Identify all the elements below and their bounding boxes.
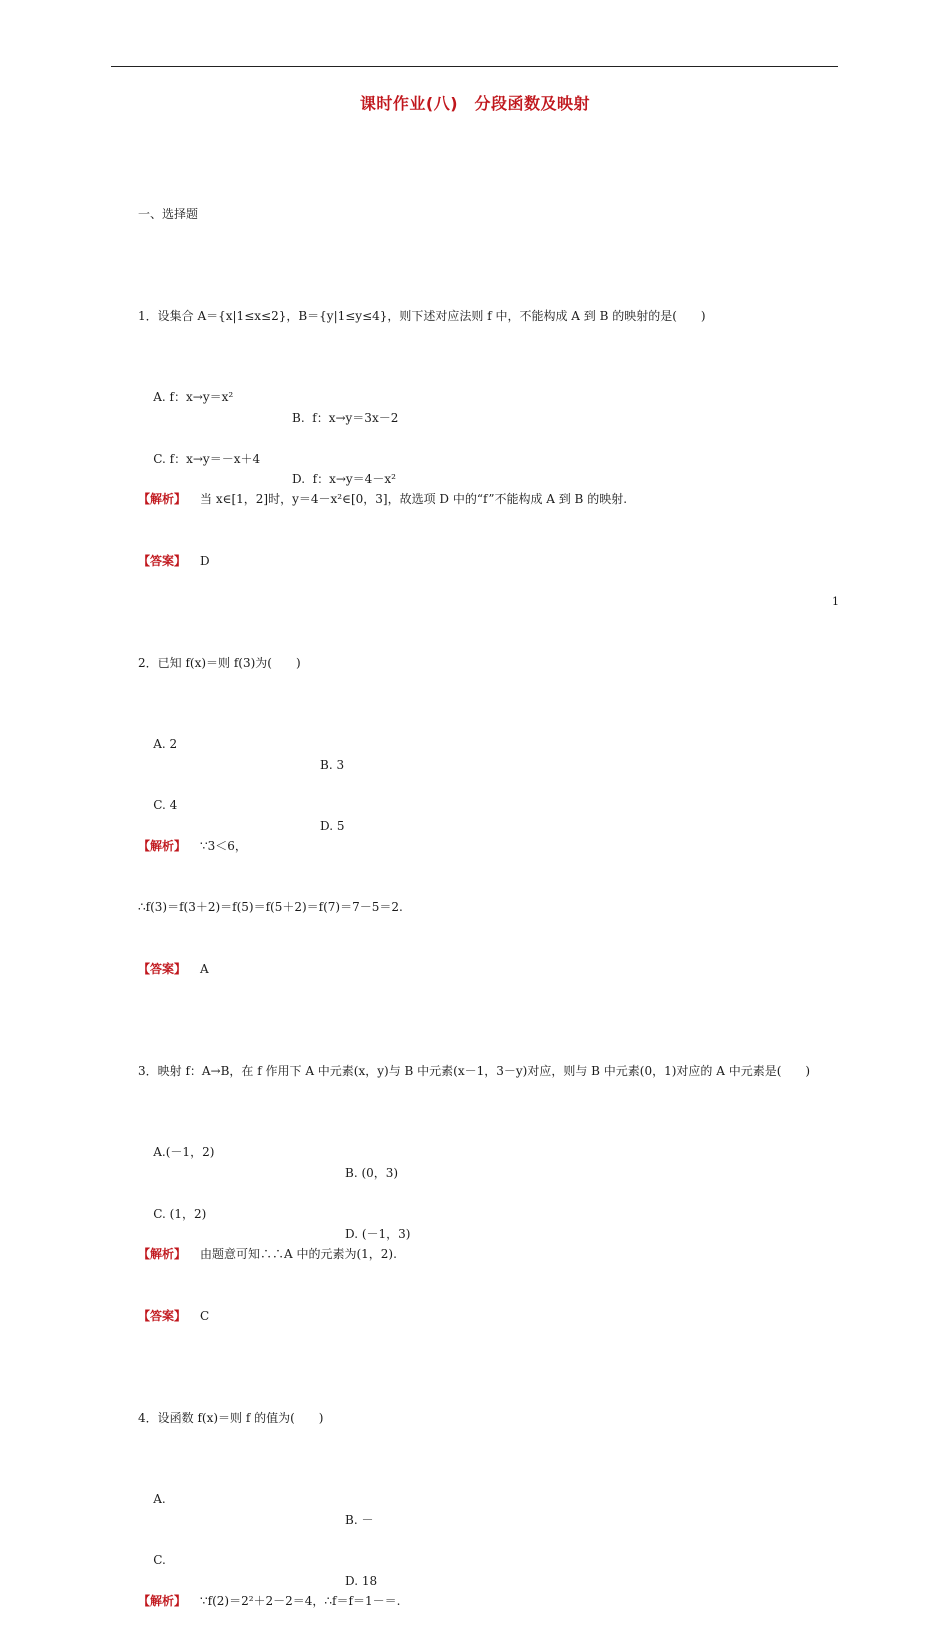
q2-analysis xyxy=(138,836,848,856)
header-rule xyxy=(111,66,838,67)
q4-option-a: A. xyxy=(153,1492,166,1507)
q3-stem: 3．映射 f：A→B，在 f 作用下 A 中元素(x，y)与 B 中元素(x－1，3－y)对应，则与 B 中元素(0，1)对应的 A 中元素是( ) xyxy=(138,1063,811,1078)
q4-options-row2 xyxy=(138,1530,848,1588)
q2-option-a: A. 2 xyxy=(153,737,178,752)
q3-option-c: C. (1，2) xyxy=(153,1206,207,1221)
q3-answer-text: C xyxy=(200,1308,210,1323)
answer-label: 【答案】 xyxy=(138,1308,187,1323)
q3-options-row2 xyxy=(138,1183,848,1241)
analysis-label: 【解析】 xyxy=(138,1247,187,1262)
page-title: 课时作业(八) 分段函数及映射 xyxy=(359,94,591,113)
q1-options-row1 xyxy=(138,367,848,425)
q2-options-row1 xyxy=(138,714,848,772)
analysis-label: 【解析】 xyxy=(138,1594,187,1609)
q1-stem: 1．设集合 A＝{x|1≤x≤2}，B＝{y|1≤y≤4}，则下述对应法则 f 中，不能构成 A 到 B 的映射的是( ) xyxy=(138,308,706,323)
q4-option-c: C. xyxy=(153,1553,166,1568)
q1-answer-text: D xyxy=(200,553,210,568)
q2-answer-text: A xyxy=(200,961,209,976)
q4-analysis xyxy=(138,1591,848,1611)
q1-option-b: B. f：x→y＝3x－2 xyxy=(292,410,399,425)
q3-option-b: B. (0，3) xyxy=(345,1165,399,1180)
q2-option-d: D. 5 xyxy=(320,818,345,833)
q3-option-d: D. (－1，3) xyxy=(345,1226,411,1241)
q4-option-d: D. 18 xyxy=(345,1573,378,1588)
q2-option-b: B. 3 xyxy=(320,757,345,772)
q4-options-row1 xyxy=(138,1469,848,1527)
section-heading: 一、选择题 xyxy=(138,206,199,221)
answer-label: 【答案】 xyxy=(138,961,187,976)
answer-label: 【答案】 xyxy=(138,553,187,568)
document-body xyxy=(138,163,848,1632)
q1-answer xyxy=(138,551,848,571)
q3-analysis xyxy=(138,1244,848,1264)
q2-answer xyxy=(138,959,848,979)
q4-analysis-text: ∵f(2)＝2²＋2－2＝4，∴f＝f＝1－＝. xyxy=(200,1594,401,1609)
q1-analysis-text: 当 x∈[1，2]时，y＝4－x²∈[0，3]，故选项 D 中的“f”不能构成 A 到 B 的映射. xyxy=(200,492,628,507)
q2-analysis-cont: ∴f(3)＝f(3＋2)＝f(5)＝f(5＋2)＝f(7)＝7－5＝2. xyxy=(138,900,403,915)
q3-option-a: A.(－1，2) xyxy=(153,1145,215,1160)
page-number: 1 xyxy=(832,595,839,608)
q1-option-c: C. f：x→y＝－x＋4 xyxy=(153,451,261,466)
q3-options-row1 xyxy=(138,1122,848,1180)
q1-analysis xyxy=(138,489,848,509)
analysis-label: 【解析】 xyxy=(138,839,187,854)
q4-stem: 4．设函数 f(x)＝则 f 的值为( ) xyxy=(138,1410,324,1425)
q2-options-row2 xyxy=(138,775,848,833)
q2-analysis-text: ∵3＜6， xyxy=(200,839,247,854)
analysis-label: 【解析】 xyxy=(138,492,187,507)
q2-option-c: C. 4 xyxy=(153,798,178,813)
q2-stem: 2．已知 f(x)＝则 f(3)为( ) xyxy=(138,655,301,670)
q3-answer xyxy=(138,1306,848,1326)
q3-analysis-text: 由题意可知∴∴A 中的元素为(1，2). xyxy=(200,1247,397,1262)
q1-option-d: D. f：x→y＝4－x² xyxy=(292,472,396,487)
q1-options-row2 xyxy=(138,428,848,487)
q4-option-b: B. － xyxy=(345,1512,374,1527)
q1-option-a: A. f：x→y＝x² xyxy=(153,390,234,405)
